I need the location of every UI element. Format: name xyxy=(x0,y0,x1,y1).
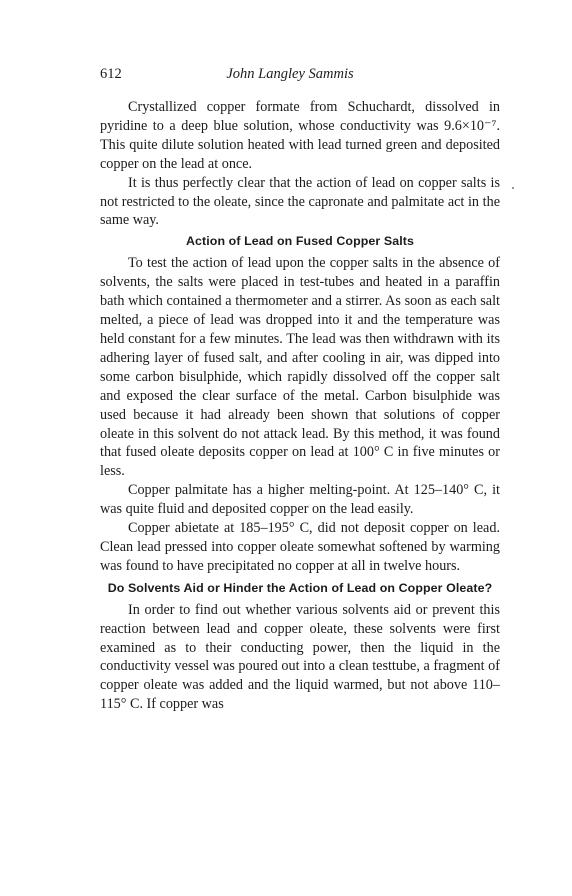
paragraph-copper-abietate: Copper abietate at 185–195° C, did not deposit copper on lead. Clean lead pressed into copper oleate somewhat softened by warming was found to have precipitated no copper at all in twelve hours. xyxy=(100,520,500,574)
paragraph-test-method: To test the action of lead upon the copper salts in the absence of solvents, the salts were placed in test-tubes and heated in a paraffin bath which contained a thermometer and a stirrer. As soon as each salt melted, a piece of lead was dropped into it and the temperature was held constant for a few minutes. The lead was then withdrawn with its adhering layer of fused salt, and after cooling in air, was dipped into some carbon bisulphide, which rapidly dissolved off the copper salt and exposed the clear surface of the metal. Carbon bisulphide was used because it had already been shown that solutions of copper oleate in this solvent do not attack lead. By this method, it was found that fused oleate deposits copper on lead at 100° C in five minutes or less. xyxy=(100,255,500,480)
print-speck xyxy=(512,187,514,189)
paragraph-copper-formate: Crystallized copper formate from Schuchardt, dissolved in pyridine to a deep blue solution, whose conductivity was 9.6×10⁻⁷. This quite dilute solution heated with lead turned green and deposited copper on the lead at once. xyxy=(100,99,500,172)
paragraph-copper-palmitate: Copper palmitate has a higher melting-point. At 125–140° C, it was quite fluid and deposited copper on the lead easily. xyxy=(100,482,500,518)
body-text xyxy=(100,98,500,714)
paragraph-not-restricted-to-oleate: It is thus perfectly clear that the action of lead on copper salts is not restricted to the oleate, since the capronate and palmitate act in the same way. xyxy=(100,174,500,229)
running-head xyxy=(100,66,480,86)
section-heading-solvents: Do Solvents Aid or Hinder the Action of Lead on Copper Oleate? xyxy=(107,580,493,595)
paragraph-solvents-examined: In order to find out whether various solvents aid or prevent this reaction between lead and copper oleate, these solvents were first examined as to their conducting power, then the liquid in the conductivity vessel was poured out into a clean testtube, a fragment of copper oleate was added and the liquid warmed, but not above 110–115° C. If copper was xyxy=(100,601,500,713)
running-title: John Langley Sammis xyxy=(226,66,354,82)
page-number: 612 xyxy=(100,66,122,82)
section-heading-fused-salts: Action of Lead on Fused Copper Salts xyxy=(185,234,415,249)
